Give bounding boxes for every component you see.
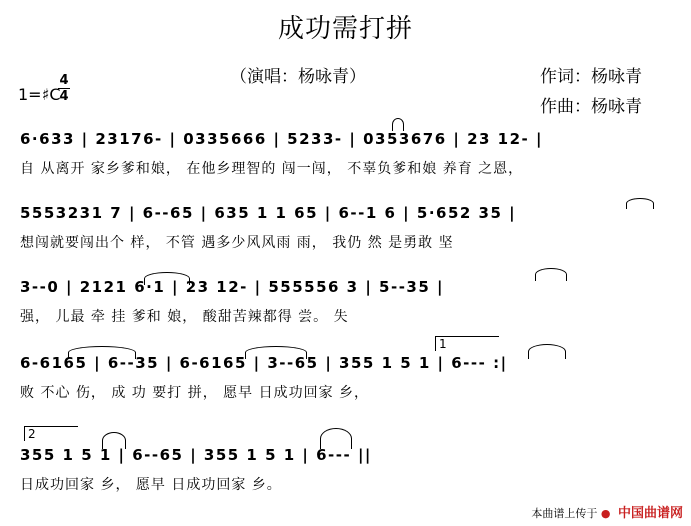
slur-mark	[68, 346, 136, 359]
time-signature	[58, 74, 70, 103]
site-logo-icon: ●	[600, 507, 611, 520]
first-ending-bracket: 1	[435, 336, 499, 351]
slur-mark	[626, 198, 654, 209]
footer-prefix: 本曲谱上传于	[531, 507, 598, 520]
notes-row-1: 6·633 | 23176- | 0335666 | 5233- | 0353676 | 23 12- |	[20, 130, 543, 148]
notes-row-4: 6-6165 | 6--35 | 6-6165 | 3--65 | 355 1 5 1 | 6--- :|	[20, 354, 508, 372]
notes-row-2: 5553231 7 | 6--65 | 635 1 1 65 | 6--1 6 | 5·652 35 |	[20, 204, 517, 222]
meter-top: 4	[59, 73, 69, 88]
lyrics-row-4: 败 不心 伤， 成 功 要打 拼， 愿早 日成功回家 乡，	[20, 385, 370, 401]
song-title: 成功需打拼	[277, 14, 413, 44]
slur-mark	[102, 432, 126, 449]
singer-credit: （演唱：杨咏青）	[230, 67, 366, 87]
notes-row-3: 3--0 | 2121 6·1 | 23 12- | 555556 3 | 5--35 |	[20, 278, 444, 296]
footer-brand[interactable]: 中国曲谱网	[617, 506, 683, 521]
tie-mark	[392, 118, 404, 131]
slur-mark	[535, 268, 567, 281]
lyrics-row-5: 日成功回家 乡， 愿早 日成功回家 乡。	[20, 477, 282, 493]
lyrics-row-3: 强， 儿最 牵 挂 爹和 娘， 酸甜苦辣都得 尝。 失	[20, 309, 349, 325]
slur-mark	[320, 428, 352, 449]
slur-mark	[528, 344, 566, 359]
footer-attribution	[531, 502, 683, 521]
notes-row-5: 355 1 5 1 | 6--65 | 355 1 5 1 | 6--- ||	[20, 446, 372, 464]
slur-mark	[144, 272, 190, 285]
lyricist-credit: 作词：杨咏青	[540, 67, 642, 87]
lyrics-row-1: 自 从离开 家乡爹和娘， 在他乡理智的 闯一闯， 不辜负爹和娘 养育 之恩，	[20, 161, 524, 177]
slur-mark	[245, 346, 307, 359]
lyrics-row-2: 想闯就要闯出个 样， 不管 遇多少风风雨 雨， 我仍 然 是勇敢 坚	[20, 235, 454, 251]
composer-credit: 作曲：杨咏青	[540, 97, 642, 117]
key-signature: 1=♯C	[18, 85, 61, 104]
meter-bottom: 4	[59, 89, 69, 104]
second-ending-bracket: 2	[24, 426, 78, 441]
